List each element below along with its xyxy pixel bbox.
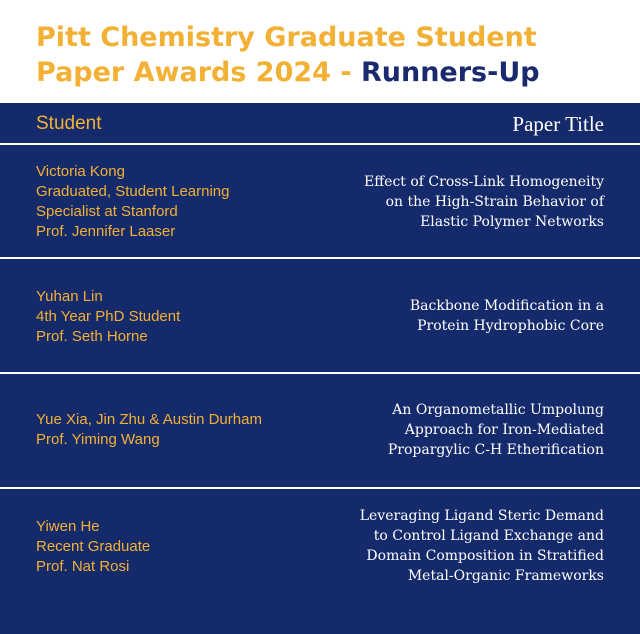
student-cell (36, 162, 306, 242)
student-line: Victoria Kong (36, 163, 125, 180)
student-line: Prof. Jennifer Laaser (36, 223, 176, 240)
page-title (36, 20, 540, 90)
student-line: Prof. Seth Horne (36, 328, 148, 345)
student-line: Yue Xia, Jin Zhu & Austin Durham (36, 411, 262, 428)
paper-title-line: Metal-Organic Frameworks (407, 568, 604, 584)
column-header-paper-title: Paper Title (512, 112, 604, 136)
awards-table (0, 103, 640, 634)
student-line: Recent Graduate (36, 538, 151, 555)
paper-title-line: Approach for Iron-Mediated (404, 422, 604, 438)
student-line: 4th Year PhD Student (36, 308, 181, 325)
table-row (0, 489, 640, 634)
student-line: Prof. Yiming Wang (36, 431, 160, 448)
paper-title-line: on the High-Strain Behavior of (385, 194, 604, 210)
paper-title-line: to Control Ligand Exchange and (373, 528, 604, 544)
table-row (0, 374, 640, 487)
student-line: Specialist at Stanford (36, 203, 178, 220)
title-line-2-prefix: Paper Awards 2024 - (36, 57, 361, 88)
table-row (0, 145, 640, 257)
paper-title-line: Leveraging Ligand Steric Demand (359, 508, 604, 524)
student-cell (36, 410, 306, 450)
student-cell (36, 517, 306, 577)
paper-title-line: Propargylic C-H Etherification (387, 442, 604, 458)
paper-title-line: Effect of Cross-Link Homogeneity (364, 174, 604, 190)
paper-title-line: Elastic Polymer Networks (420, 214, 604, 230)
paper-title-line: Backbone Modification in a (409, 298, 604, 314)
title-line-2-accent: Runners-Up (360, 57, 540, 88)
paper-title-line: An Organometallic Umpolung (392, 402, 604, 418)
paper-title-cell (314, 400, 604, 460)
paper-title-line: Protein Hydrophobic Core (417, 318, 604, 334)
paper-title-line: Domain Composition in Stratified (366, 548, 604, 564)
page-header (0, 0, 640, 103)
student-line: Prof. Nat Rosi (36, 558, 130, 575)
paper-title-cell (314, 296, 604, 336)
student-line: Graduated, Student Learning (36, 183, 230, 200)
column-header-student: Student (36, 113, 102, 134)
student-line: Yiwen He (36, 518, 100, 535)
table-row (0, 259, 640, 372)
title-line-1: Pitt Chemistry Graduate Student (36, 22, 537, 53)
paper-title-cell (314, 506, 604, 586)
student-line: Yuhan Lin (36, 288, 103, 305)
table-header (0, 103, 640, 143)
student-cell (36, 287, 306, 347)
paper-title-cell (314, 172, 604, 232)
